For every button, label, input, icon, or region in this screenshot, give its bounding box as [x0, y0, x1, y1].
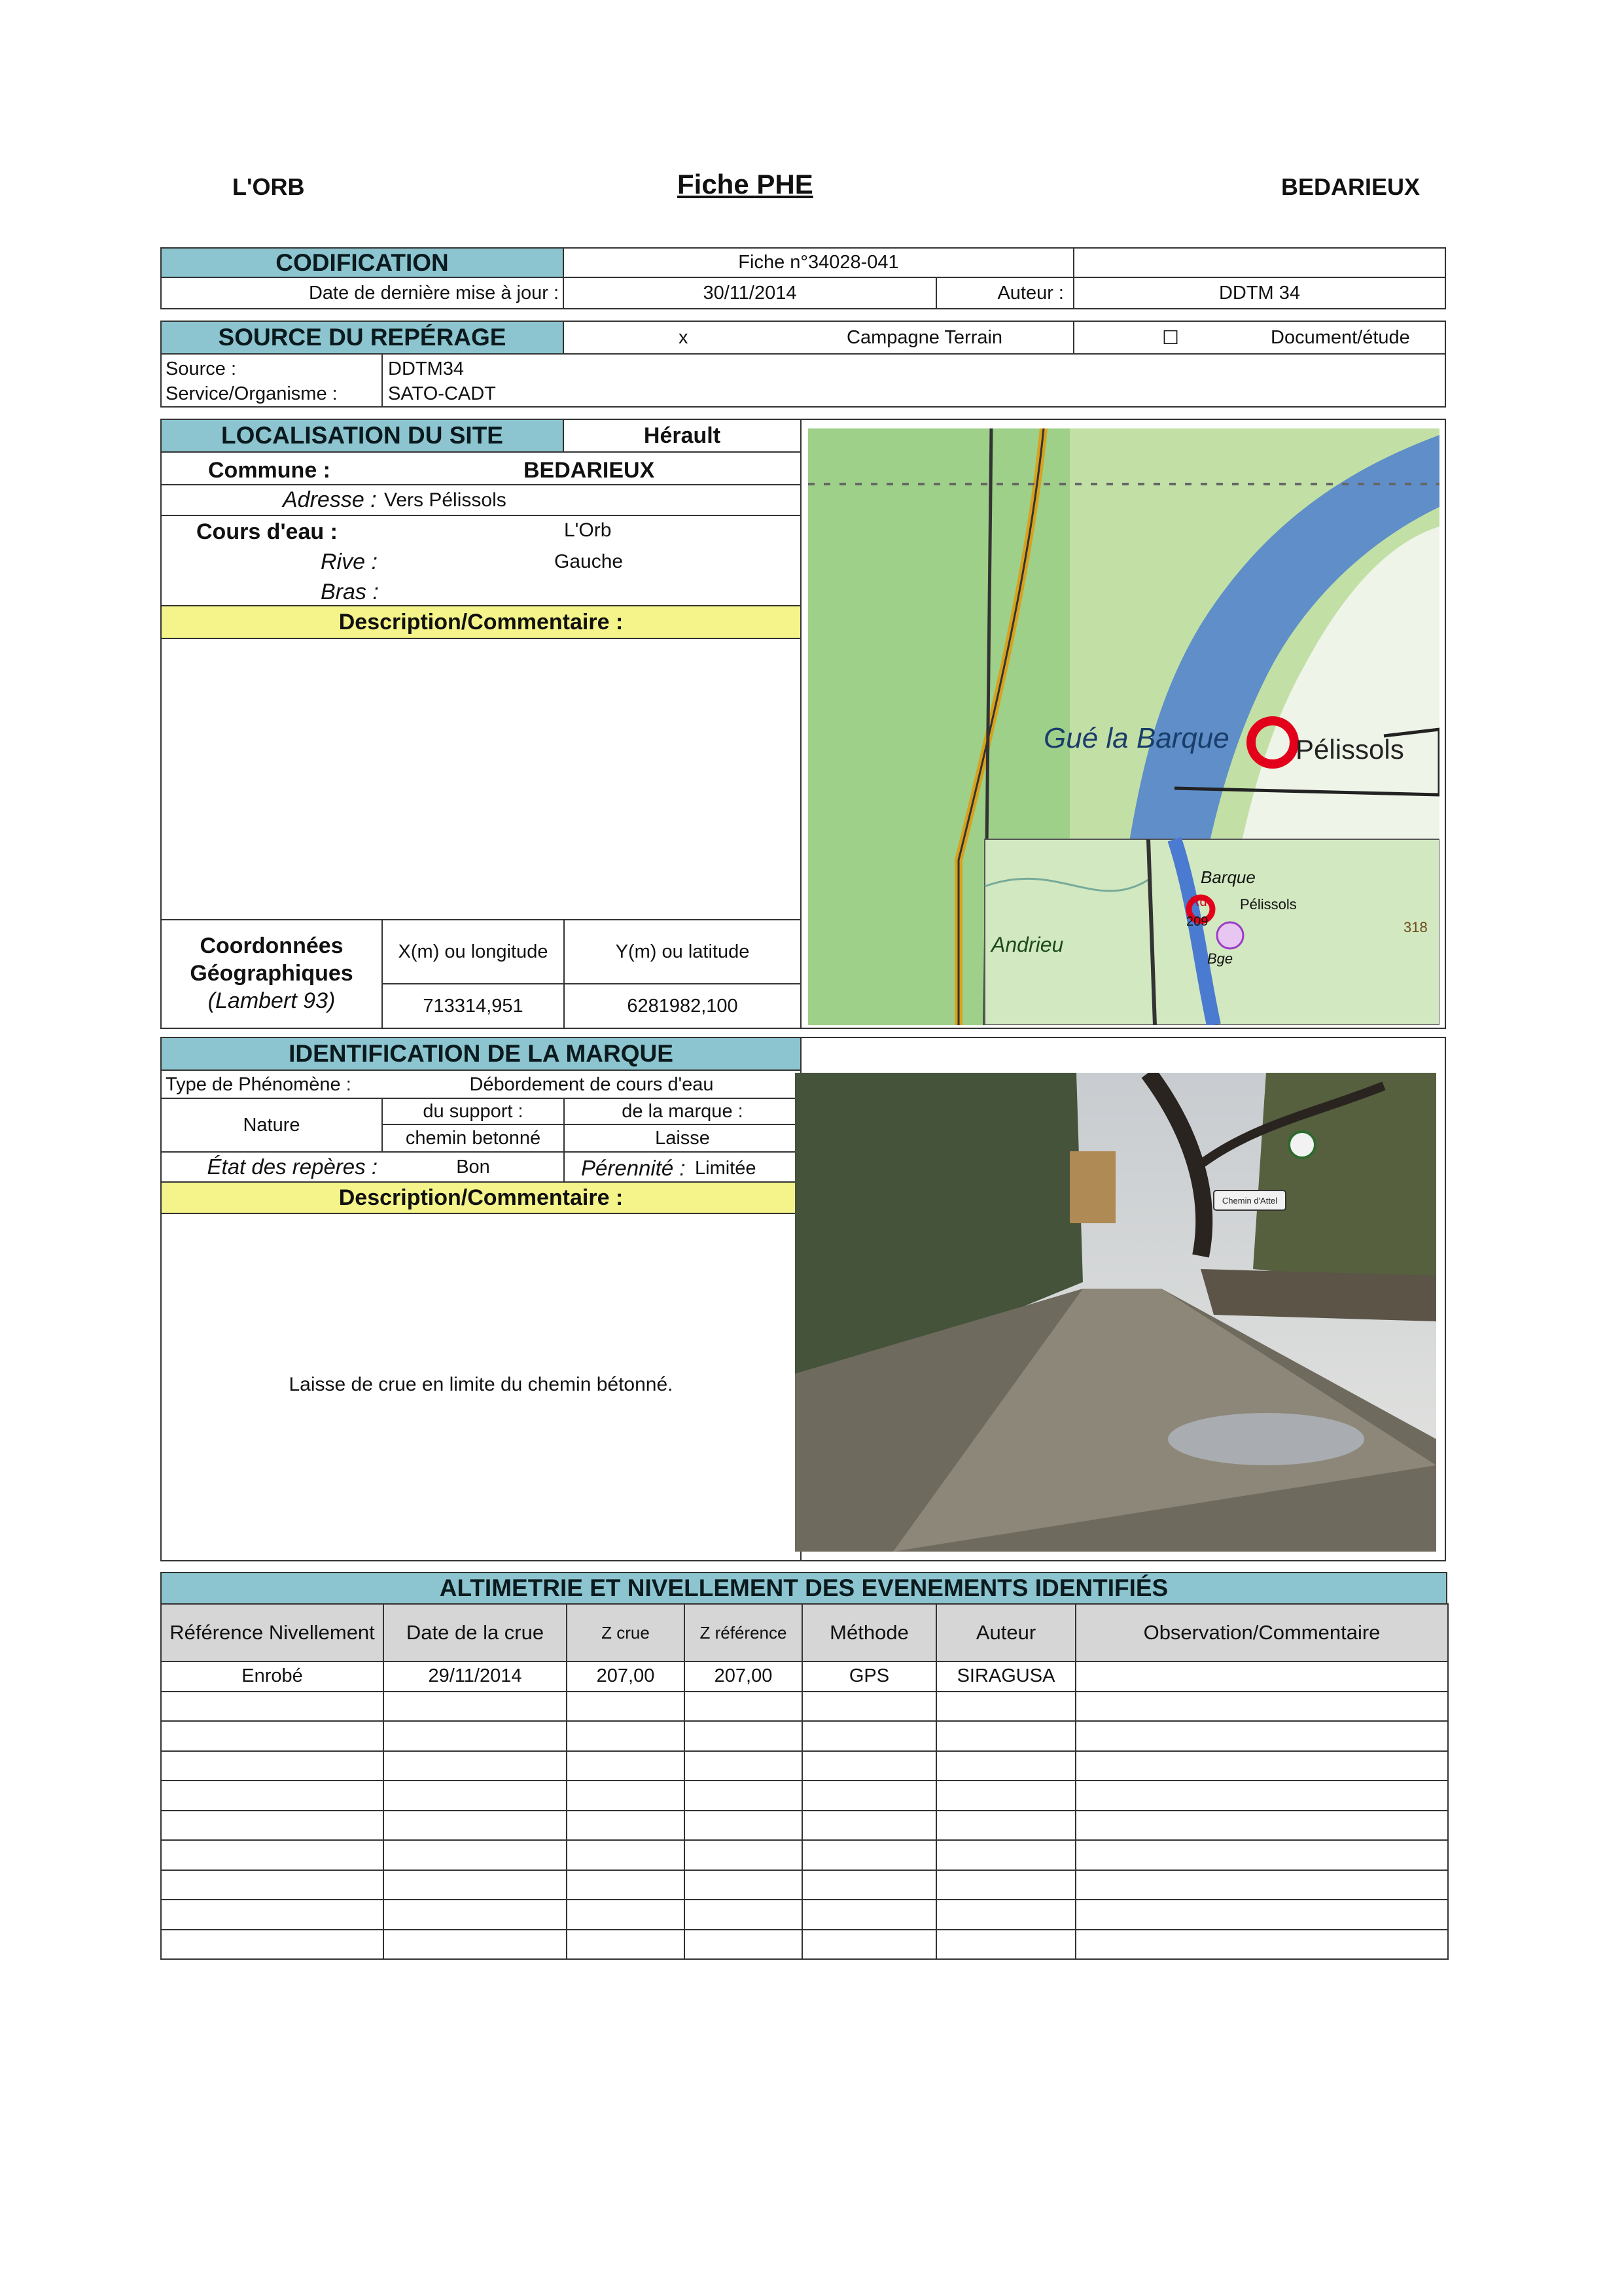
source-label: Source :	[166, 358, 236, 379]
empty-table-cell	[160, 1691, 384, 1722]
empty-table-cell	[802, 1691, 937, 1722]
coord-label-line: Géographiques	[190, 961, 353, 986]
localisation-description-heading: Description/Commentaire :	[160, 605, 802, 639]
document-label: Document/étude	[1271, 326, 1410, 348]
empty-table-cell	[684, 1750, 803, 1782]
empty-table-cell	[160, 1720, 384, 1752]
map-label-gue: Gué la Barque	[1044, 722, 1229, 754]
y-value: 6281982,100	[563, 983, 802, 1029]
column-header: Méthode	[802, 1603, 937, 1662]
fiche-number: Fiche n°34028-041	[563, 247, 1074, 278]
empty-table-cell	[936, 1720, 1076, 1752]
table-cell: SIRAGUSA	[936, 1661, 1076, 1692]
empty-table-cell	[566, 1720, 685, 1752]
empty-table-cell	[936, 1810, 1076, 1841]
empty-table-cell	[1075, 1810, 1449, 1841]
empty-table-cell	[802, 1720, 937, 1752]
commune-name-header: BEDARIEUX	[1281, 173, 1421, 200]
empty-cell	[1073, 247, 1446, 278]
table-cell: 207,00	[684, 1661, 803, 1692]
empty-table-cell	[160, 1810, 384, 1841]
empty-table-cell	[802, 1780, 937, 1811]
marque-value: Laisse	[563, 1124, 802, 1153]
empty-table-cell	[383, 1750, 567, 1782]
identification-heading: IDENTIFICATION DE LA MARQUE	[160, 1037, 802, 1071]
empty-table-cell	[383, 1780, 567, 1811]
source-terrain-cell	[563, 321, 1074, 355]
empty-table-cell	[566, 1810, 685, 1841]
table-cell: Enrobé	[160, 1661, 384, 1692]
date-label: Date de dernière mise à jour :	[160, 277, 564, 309]
empty-table-cell	[160, 1870, 384, 1901]
inset-label-elevation: 209	[1186, 914, 1209, 929]
update-date: 30/11/2014	[563, 277, 937, 309]
inset-label-rd: Rd	[1190, 895, 1207, 909]
empty-table-cell	[684, 1780, 803, 1811]
empty-table-cell	[684, 1899, 803, 1930]
cours-value: L'Orb	[564, 519, 612, 541]
empty-table-cell	[1075, 1929, 1449, 1960]
table-cell: 29/11/2014	[383, 1661, 567, 1692]
service-value: SATO-CADT	[388, 383, 496, 404]
empty-table-cell	[802, 1750, 937, 1782]
empty-table-cell	[936, 1750, 1076, 1782]
etat-value: Bon	[456, 1156, 490, 1177]
table-cell	[1075, 1661, 1449, 1692]
empty-table-cell	[684, 1810, 803, 1841]
identification-description-heading: Description/Commentaire :	[160, 1181, 802, 1214]
service-label: Service/Organisme :	[166, 383, 338, 404]
terrain-checkbox: x	[679, 326, 688, 348]
empty-table-cell	[684, 1720, 803, 1752]
identification-description-text: Laisse de crue en limite du chemin bétonné.	[289, 1374, 673, 1395]
inset-poi-icon	[1217, 922, 1243, 948]
empty-table-cell	[566, 1929, 685, 1960]
empty-table-cell	[1075, 1750, 1449, 1782]
auteur-value: DDTM 34	[1073, 277, 1446, 309]
empty-table-cell	[802, 1929, 937, 1960]
empty-table-cell	[383, 1839, 567, 1871]
auteur-label: Auteur :	[936, 277, 1074, 309]
table-cell: GPS	[802, 1661, 937, 1692]
type-label: Type de Phénomène :	[166, 1073, 351, 1095]
page-title: Fiche PHE	[677, 169, 813, 200]
x-value: 713314,951	[381, 983, 565, 1029]
y-label: Y(m) ou latitude	[563, 919, 802, 984]
topographic-map	[808, 428, 1439, 1025]
column-header: Observation/Commentaire	[1075, 1603, 1449, 1662]
empty-table-cell	[566, 1899, 685, 1930]
empty-table-cell	[1075, 1899, 1449, 1930]
source-doc-cell	[1073, 321, 1446, 355]
inset-label-andrieu: Andrieu	[991, 933, 1064, 956]
empty-table-cell	[1075, 1839, 1449, 1871]
support-value: chemin betonné	[381, 1124, 565, 1153]
source-value: DDTM34	[388, 358, 465, 379]
empty-table-cell	[936, 1691, 1076, 1722]
empty-table-cell	[383, 1870, 567, 1901]
coord-label	[160, 932, 383, 1015]
column-header: Référence Nivellement	[160, 1603, 384, 1662]
column-header: Z crue	[566, 1603, 685, 1662]
departement: Hérault	[563, 419, 802, 453]
empty-table-cell	[936, 1839, 1076, 1871]
commune-label: Commune :	[208, 458, 330, 483]
column-header: Date de la crue	[383, 1603, 567, 1662]
site-photo	[795, 1073, 1436, 1552]
type-value: Débordement de cours d'eau	[469, 1073, 714, 1095]
empty-table-cell	[383, 1810, 567, 1841]
empty-table-cell	[1075, 1780, 1449, 1811]
empty-table-cell	[802, 1870, 937, 1901]
river-name: L'ORB	[232, 173, 305, 200]
altimetrie-heading: ALTIMETRIE ET NIVELLEMENT DES EVENEMENTS IDENTIFIÉS	[160, 1572, 1447, 1605]
terrain-label: Campagne Terrain	[847, 326, 1003, 348]
table-cell: 207,00	[566, 1661, 685, 1692]
rive-label: Rive :	[321, 549, 378, 574]
empty-table-cell	[1075, 1720, 1449, 1752]
empty-table-cell	[566, 1780, 685, 1811]
empty-table-cell	[160, 1899, 384, 1930]
column-header: Z référence	[684, 1603, 803, 1662]
bras-label: Bras :	[321, 580, 379, 604]
projection-label: (Lambert 93)	[207, 988, 336, 1013]
empty-table-cell	[1075, 1870, 1449, 1901]
empty-table-cell	[936, 1780, 1076, 1811]
empty-table-cell	[936, 1929, 1076, 1960]
empty-table-cell	[383, 1899, 567, 1930]
empty-table-cell	[160, 1780, 384, 1811]
photo-sign-text: Chemin d'Attel	[1222, 1196, 1278, 1206]
empty-table-cell	[566, 1691, 685, 1722]
empty-table-cell	[802, 1810, 937, 1841]
empty-table-cell	[684, 1929, 803, 1960]
x-label: X(m) ou longitude	[381, 919, 565, 984]
support-label: du support :	[381, 1098, 565, 1125]
perennite-value: Limitée	[695, 1158, 756, 1179]
divider	[381, 355, 383, 407]
etat-label: État des repères :	[207, 1155, 378, 1179]
localisation-heading: LOCALISATION DU SITE	[160, 419, 564, 453]
empty-table-cell	[684, 1839, 803, 1871]
empty-table-cell	[160, 1839, 384, 1871]
divider	[160, 515, 802, 516]
photo-emblem-icon	[1289, 1132, 1315, 1158]
empty-table-cell	[684, 1870, 803, 1901]
column-header: Auteur	[936, 1603, 1076, 1662]
coord-label-line: Coordonnées	[200, 933, 344, 958]
inset-label-barque: Barque	[1201, 867, 1256, 887]
empty-table-cell	[684, 1691, 803, 1722]
inset-label-bge: Bge	[1207, 950, 1233, 967]
adresse-label: Adresse :	[283, 487, 377, 512]
adresse-value: Vers Pélissols	[384, 489, 506, 511]
empty-table-cell	[383, 1691, 567, 1722]
divider	[563, 1153, 565, 1181]
empty-table-cell	[1075, 1691, 1449, 1722]
nature-label: Nature	[160, 1098, 383, 1153]
divider	[160, 484, 802, 485]
empty-table-cell	[383, 1720, 567, 1752]
empty-table-cell	[383, 1929, 567, 1960]
codification-heading: CODIFICATION	[160, 247, 564, 278]
empty-table-cell	[936, 1870, 1076, 1901]
empty-table-cell	[160, 1929, 384, 1960]
document-checkbox: ☐	[1162, 327, 1179, 349]
empty-table-cell	[802, 1899, 937, 1930]
inset-label-pelissols: Pélissols	[1240, 896, 1297, 913]
commune-value: BEDARIEUX	[523, 458, 655, 483]
empty-table-cell	[566, 1750, 685, 1782]
empty-table-cell	[566, 1839, 685, 1871]
map-label-pelissols: Pélissols	[1296, 734, 1404, 765]
empty-table-cell	[566, 1870, 685, 1901]
inset-label-altitude: 318	[1403, 919, 1428, 935]
empty-table-cell	[160, 1750, 384, 1782]
rive-value: Gauche	[554, 551, 624, 572]
cours-label: Cours d'eau :	[196, 519, 338, 544]
empty-table-cell	[802, 1839, 937, 1871]
source-heading: SOURCE DU REPÉRAGE	[160, 321, 564, 355]
empty-table-cell	[936, 1899, 1076, 1930]
marque-label: de la marque :	[563, 1098, 802, 1125]
perennite-label: Pérennité :	[581, 1156, 686, 1180]
